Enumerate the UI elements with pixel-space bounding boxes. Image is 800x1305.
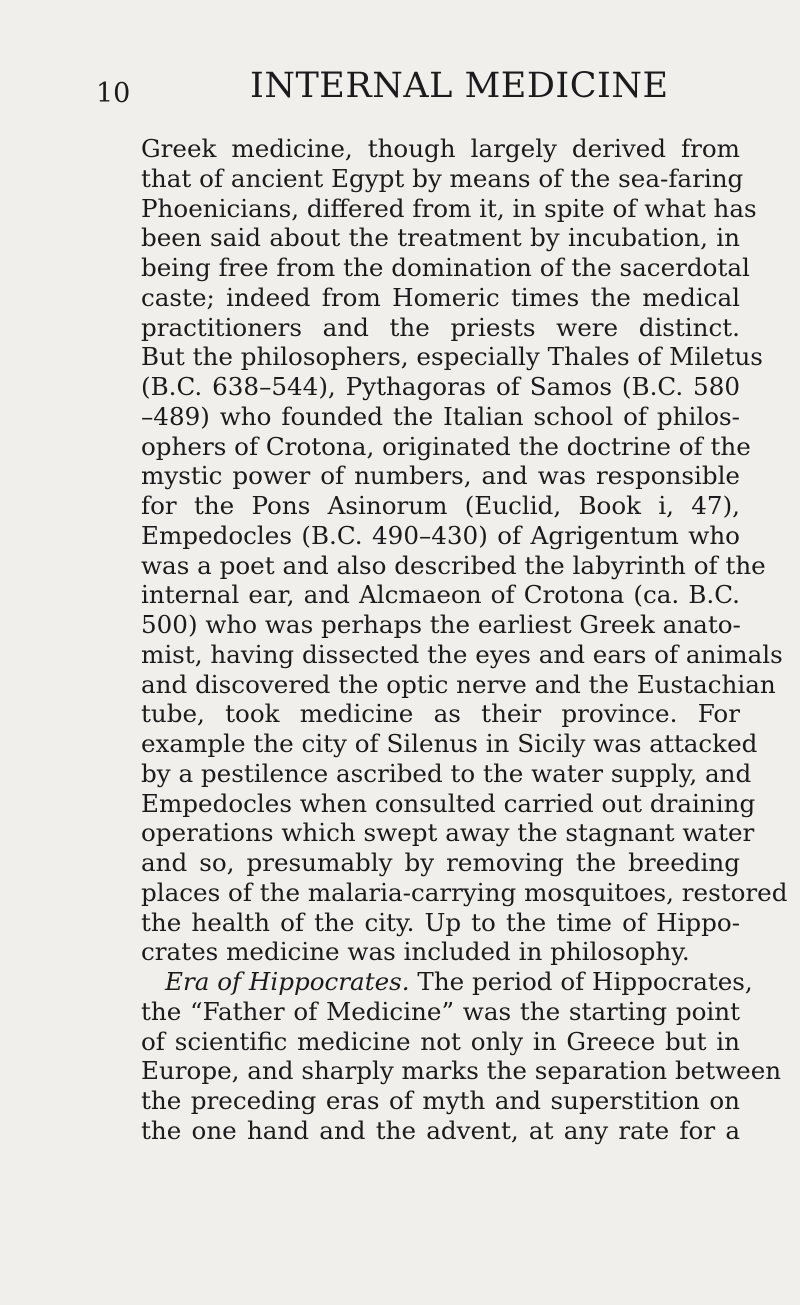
text-line: Europe, and sharply marks the separation between bbox=[141, 1056, 782, 1086]
text-line: mist, having dissected the eyes and ears of animals bbox=[141, 639, 783, 669]
text-line: practitioners and the priests were distinct. bbox=[141, 312, 740, 342]
text-line: crates medicine was included in philosophy. bbox=[141, 937, 690, 967]
body-text bbox=[141, 134, 788, 1146]
text-line: ophers of Crotona, originated the doctrine of the bbox=[141, 431, 751, 461]
text-line: the health of the city. Up to the time of Hippo- bbox=[141, 907, 740, 937]
text-line: (B.C. 638–544), Pythagoras of Samos (B.C. 580 bbox=[141, 372, 740, 401]
text-line: operations which swept away the stagnant water bbox=[141, 818, 755, 848]
text-line: places of the malaria-carrying mosquitoes, restored bbox=[141, 877, 788, 907]
text-line: and so, presumably by removing the breeding bbox=[141, 848, 740, 877]
text-line: caste; indeed from Homeric times the medical bbox=[141, 282, 740, 312]
text-line: Phoenicians, differed from it, in spite of what has bbox=[141, 193, 757, 223]
page-number: 10 bbox=[96, 78, 131, 109]
text-line: been said about the treatment by incubation, in bbox=[141, 223, 740, 253]
text-line: the one hand and the advent, at any rate for a bbox=[141, 1115, 740, 1145]
text-line: –489) who founded the Italian school of philos- bbox=[141, 401, 740, 431]
text-line: the preceding eras of myth and superstition on bbox=[141, 1086, 740, 1115]
text-line: was a poet and also described the labyrinth of the bbox=[141, 550, 766, 580]
text-line: and discovered the optic nerve and the Eustachian bbox=[141, 669, 776, 699]
text-line: of scientific medicine not only in Greece but in bbox=[141, 1026, 740, 1056]
section-line-text: The period of Hippocrates, bbox=[417, 967, 753, 996]
text-line: tube, took medicine as their province. For bbox=[141, 699, 740, 729]
text-line: example the city of Silenus in Sicily was attacked bbox=[141, 729, 758, 758]
text-line: the “Father of Medicine” was the starting point bbox=[141, 996, 740, 1026]
text-line: Greek medicine, though largely derived from bbox=[141, 134, 740, 163]
text-line: internal ear, and Alcmaeon of Crotona (ca. B.C. bbox=[141, 580, 740, 610]
text-line: mystic power of numbers, and was responsible bbox=[141, 461, 740, 491]
text-line: that of ancient Egypt by means of the sea-faring bbox=[141, 163, 744, 193]
text-line: for the Pons Asinorum (Euclid, Book i, 47), bbox=[141, 491, 740, 520]
text-line: Empedocles when consulted carried out draining bbox=[141, 788, 756, 818]
text-line: But the philosophers, especially Thales of Miletus bbox=[141, 342, 763, 372]
text-line: Empedocles (B.C. 490–430) of Agrigentum who bbox=[141, 520, 740, 550]
text-line: 500) who was perhaps the earliest Greek anato- bbox=[141, 610, 741, 639]
running-head: INTERNAL MEDICINE bbox=[250, 66, 669, 106]
text-line: being free from the domination of the sacerdotal bbox=[141, 253, 750, 282]
text-line: by a pestilence ascribed to the water supply, and bbox=[141, 758, 752, 788]
page-header bbox=[0, 66, 800, 116]
section-heading: Era of Hippocrates. bbox=[165, 967, 410, 996]
section-first-line bbox=[141, 967, 753, 997]
